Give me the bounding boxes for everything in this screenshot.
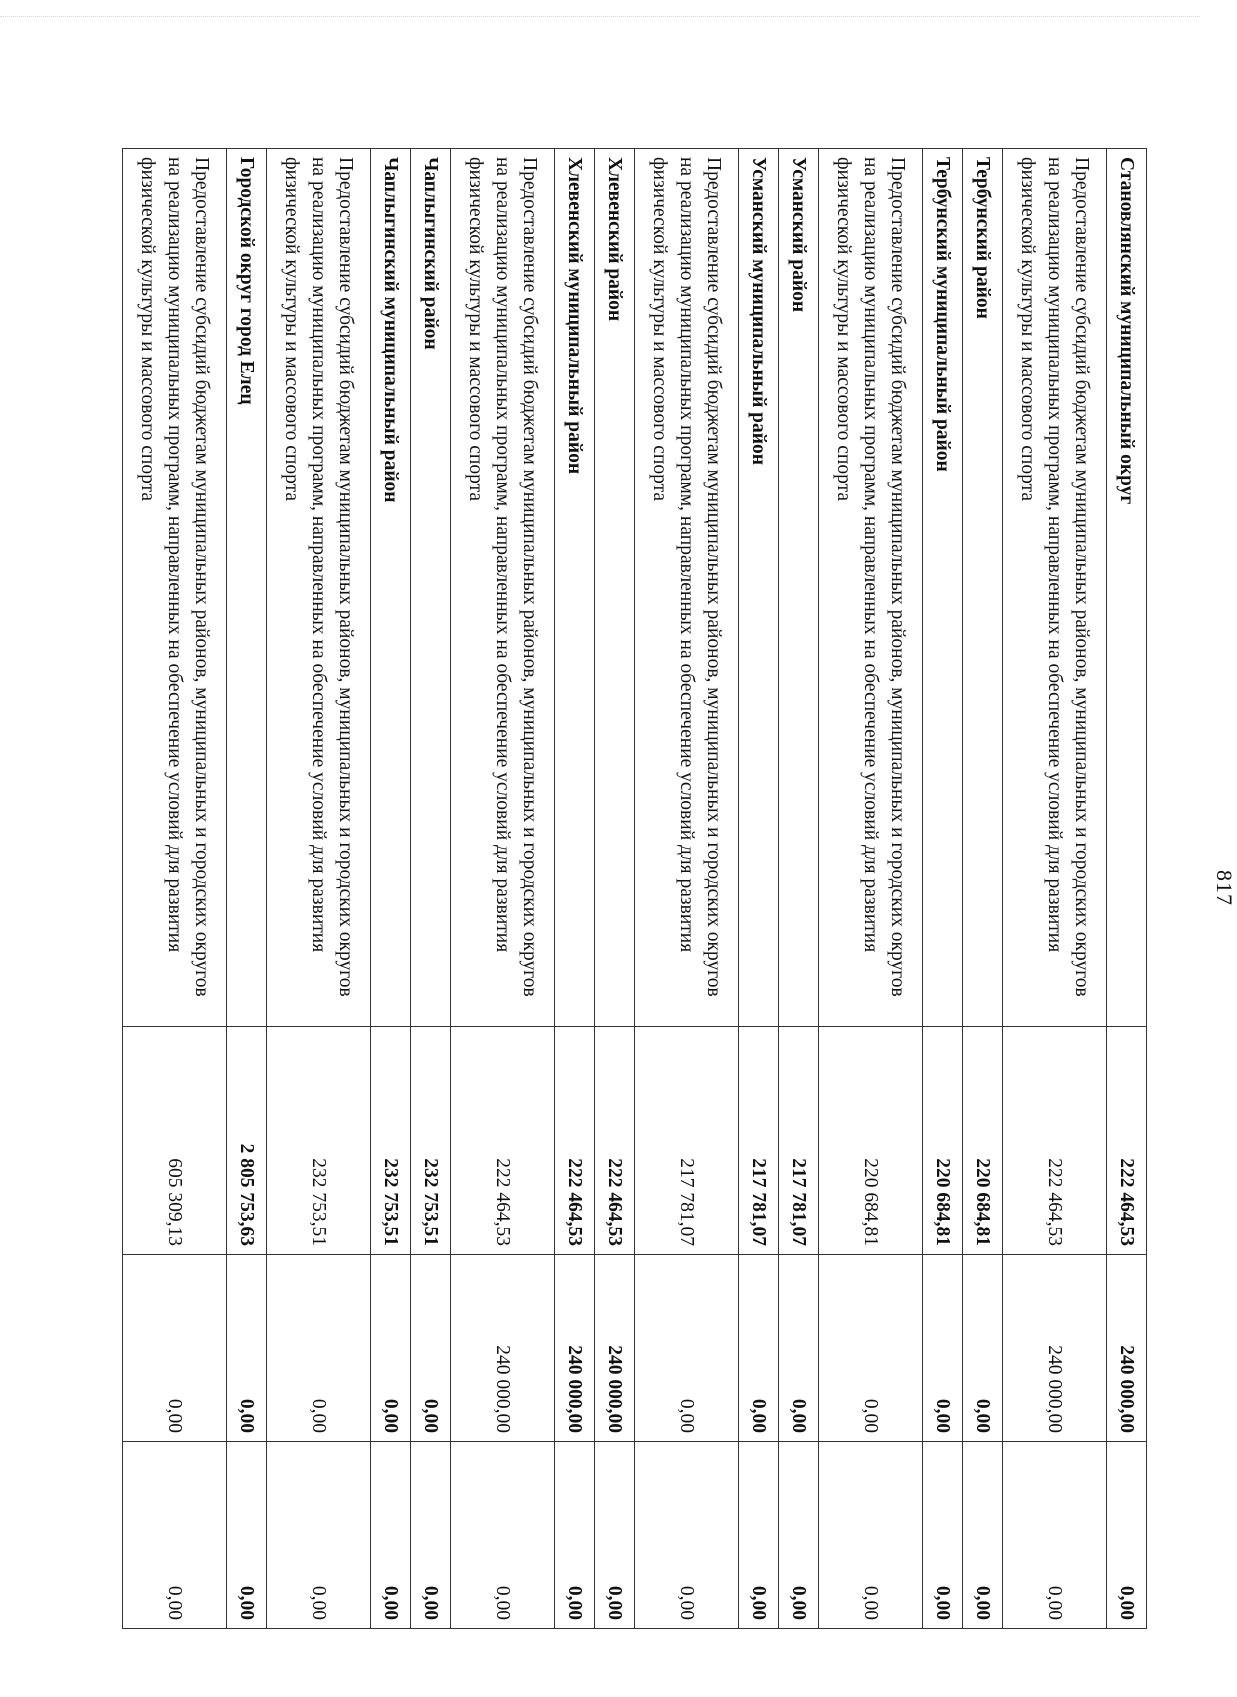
row-value-2: 240 000,00 <box>451 1255 555 1442</box>
row-name: Усманский муниципальный район <box>739 149 779 1027</box>
row-value-2: 240 000,00 <box>555 1255 595 1442</box>
row-name: Хлевенский район <box>595 149 635 1027</box>
scan-edge <box>0 0 1200 17</box>
row-name: Предоставление субсидий бюджетам муниципальных районов, муниципальных и городских округов на реализацию муниципальных программ, направленных на обеспечение условий для развития физической культуры и массового спорта <box>1003 149 1107 1027</box>
row-name: Тербунский район <box>963 149 1003 1027</box>
table-row <box>635 149 739 1629</box>
row-value-1: 232 753,51 <box>267 1027 371 1255</box>
row-name: Предоставление субсидий бюджетам муниципальных районов, муниципальных и городских округов на реализацию муниципальных программ, направленных на обеспечение условий для развития физической культуры и массового спорта <box>635 149 739 1027</box>
table-row <box>819 149 923 1629</box>
row-value-2: 0,00 <box>371 1255 411 1442</box>
row-value-3: 0,00 <box>451 1442 555 1629</box>
row-value-1: 222 464,53 <box>1003 1027 1107 1255</box>
row-name: Хлевенский муниципальный район <box>555 149 595 1027</box>
row-name: Тербунский муниципальный район <box>923 149 963 1027</box>
table-row <box>123 149 227 1629</box>
row-value-3: 0,00 <box>595 1442 635 1629</box>
row-value-1: 2 805 753,63 <box>227 1027 267 1255</box>
row-value-3: 0,00 <box>227 1442 267 1629</box>
row-value-2: 0,00 <box>227 1255 267 1442</box>
row-value-2: 240 000,00 <box>1003 1255 1107 1442</box>
row-value-1: 605 309,13 <box>123 1027 227 1255</box>
row-value-1: 220 684,81 <box>963 1027 1003 1255</box>
row-value-1: 222 464,53 <box>595 1027 635 1255</box>
row-value-1: 220 684,81 <box>923 1027 963 1255</box>
row-value-3: 0,00 <box>371 1442 411 1629</box>
table-row <box>595 149 635 1629</box>
row-value-2: 240 000,00 <box>595 1255 635 1442</box>
table-row <box>267 149 371 1629</box>
table-row <box>371 149 411 1629</box>
row-name: Чаплыгинский район <box>411 149 451 1027</box>
row-value-2: 0,00 <box>779 1255 819 1442</box>
row-name: Усманский район <box>779 149 819 1027</box>
row-name: Предоставление субсидий бюджетам муниципальных районов, муниципальных и городских округов на реализацию муниципальных программ, направленных на обеспечение условий для развития физической культуры и массового спорта <box>123 149 227 1027</box>
table-row <box>451 149 555 1629</box>
row-value-2: 0,00 <box>123 1255 227 1442</box>
row-name: Становлянский муниципальный округ <box>1107 149 1147 1027</box>
row-value-3: 0,00 <box>1003 1442 1107 1629</box>
row-value-2: 0,00 <box>635 1255 739 1442</box>
row-value-1: 232 753,51 <box>371 1027 411 1255</box>
table-row <box>963 149 1003 1629</box>
table-row <box>739 149 779 1629</box>
row-value-1: 222 464,53 <box>451 1027 555 1255</box>
row-value-3: 0,00 <box>635 1442 739 1629</box>
row-value-3: 0,00 <box>267 1442 371 1629</box>
table-row <box>411 149 451 1629</box>
row-value-2: 0,00 <box>739 1255 779 1442</box>
row-value-2: 240 000,00 <box>1107 1255 1147 1442</box>
row-value-3: 0,00 <box>555 1442 595 1629</box>
row-value-3: 0,00 <box>1107 1442 1147 1629</box>
row-value-2: 0,00 <box>267 1255 371 1442</box>
row-value-1: 222 464,53 <box>1107 1027 1147 1255</box>
table-row <box>923 149 963 1629</box>
row-name: Городской округ город Елец <box>227 149 267 1027</box>
row-value-3: 0,00 <box>923 1442 963 1629</box>
budget-table <box>122 148 1147 1629</box>
row-value-3: 0,00 <box>963 1442 1003 1629</box>
rotated-page <box>122 148 1237 1628</box>
row-value-3: 0,00 <box>411 1442 451 1629</box>
row-value-1: 217 781,07 <box>635 1027 739 1255</box>
row-name: Предоставление субсидий бюджетам муниципальных районов, муниципальных и городских округов на реализацию муниципальных программ, направленных на обеспечение условий для развития физической культуры и массового спорта <box>267 149 371 1027</box>
page-number: 817 <box>1212 870 1237 906</box>
row-name: Чаплыгинский муниципальный район <box>371 149 411 1027</box>
row-value-1: 217 781,07 <box>779 1027 819 1255</box>
row-value-1: 232 753,51 <box>411 1027 451 1255</box>
table-row <box>227 149 267 1629</box>
row-value-2: 0,00 <box>923 1255 963 1442</box>
table-row <box>1107 149 1147 1629</box>
row-value-1: 220 684,81 <box>819 1027 923 1255</box>
row-value-3: 0,00 <box>779 1442 819 1629</box>
row-name: Предоставление субсидий бюджетам муниципальных районов, муниципальных и городских округов на реализацию муниципальных программ, направленных на обеспечение условий для развития физической культуры и массового спорта <box>819 149 923 1027</box>
row-name: Предоставление субсидий бюджетам муниципальных районов, муниципальных и городских округов на реализацию муниципальных программ, направленных на обеспечение условий для развития физической культуры и массового спорта <box>451 149 555 1027</box>
row-value-2: 0,00 <box>963 1255 1003 1442</box>
row-value-1: 217 781,07 <box>739 1027 779 1255</box>
table-row <box>1003 149 1107 1629</box>
row-value-3: 0,00 <box>123 1442 227 1629</box>
table-row <box>555 149 595 1629</box>
row-value-2: 0,00 <box>819 1255 923 1442</box>
row-value-2: 0,00 <box>411 1255 451 1442</box>
row-value-3: 0,00 <box>739 1442 779 1629</box>
table-row <box>779 149 819 1629</box>
row-value-3: 0,00 <box>819 1442 923 1629</box>
row-value-1: 222 464,53 <box>555 1027 595 1255</box>
